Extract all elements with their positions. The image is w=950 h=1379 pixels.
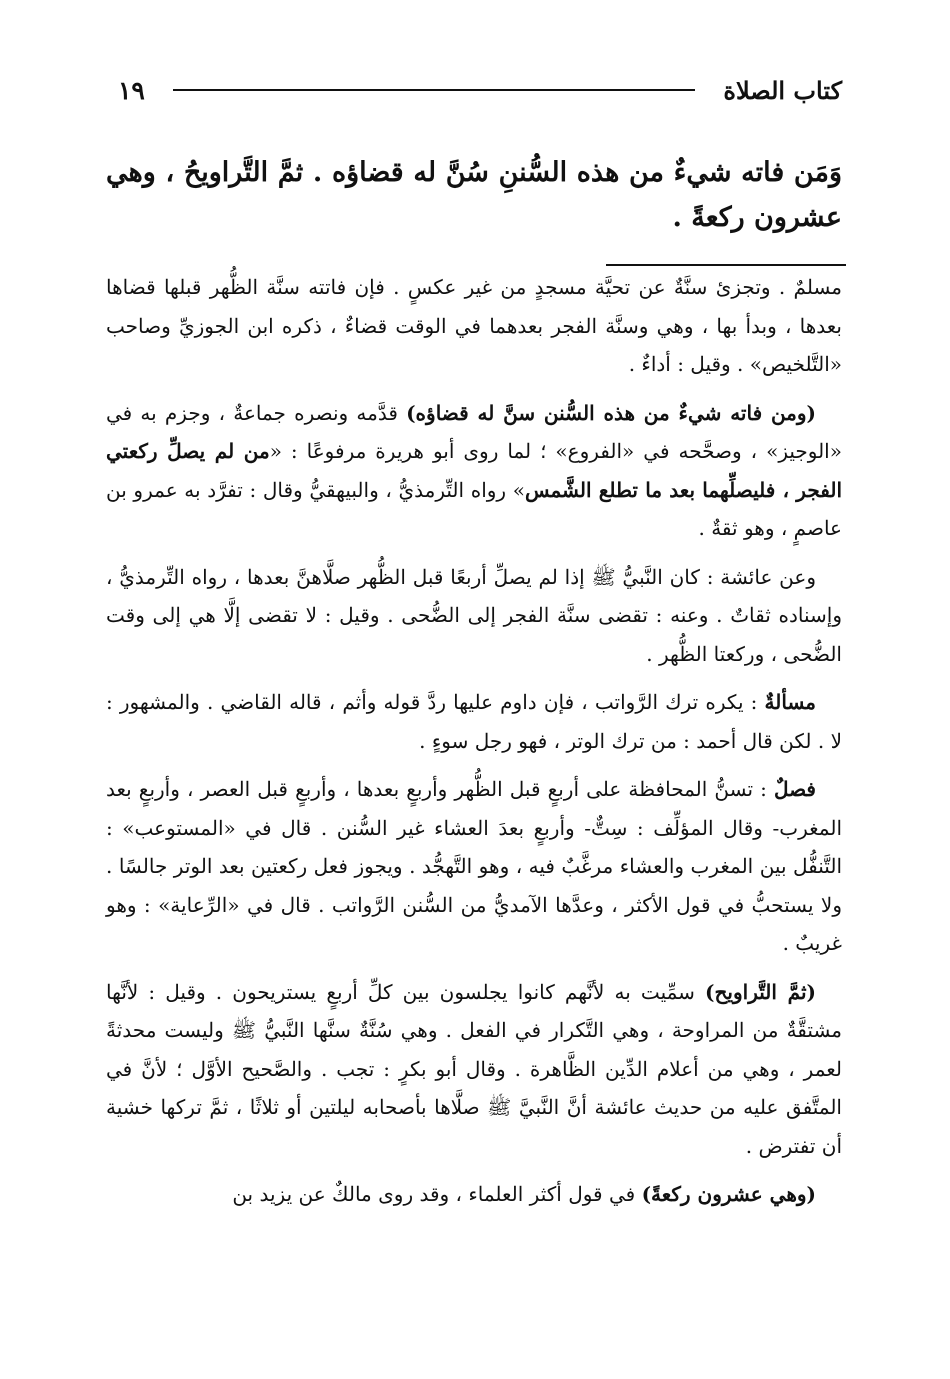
commentary [106,268,842,1224]
paragraph-text: في قول أكثر العلماء ، وقد روى مالكٌ عن يزيد بن [232,1182,642,1206]
paragraph-text: مسلمٌ . وتجزئ سنَّةٌ عن تحيَّة مسجدٍ من غير عكسٍ . فإن فاتته سنَّة الظُّهر قبلها قضاها بعدها ، وبدأ بها ، وهي وسنَّة الفجر بعدهما في الوقت قضاءٌ ، ذكره ابن الجوزيِّ وصاحب «التَّلخيص» . وقيل : أداءٌ . [106,275,842,376]
hadith-quote: من لم يصلِّ ركعتي الفجر ، فليصلِّهما بعد ما تطلع الشَّمس [106,439,842,502]
paragraph-text: سمِّيت به لأنَّهم كانوا يجلسون بين كلِّ أربعٍ يستريحون . وقيل : لأنَّها مشتقَّةٌ من المراوحة ، وهي التَّكرار في الفعل . وهي سُنَّةٌ سنَّها النَّبيُّ ﷺ وليست محدثةً لعمر ، وهي من أعلام الدِّين الظَّاهرة . وقال أبو بكرٍ : تجب . والصَّحيح الأوَّل ؛ لأنَّ في المتَّفق عليه من حديث عائشة أنَّ النَّبيَّ ﷺ صلَّاها بأصحابه ليلتين أو ثلاثًا ، ثمَّ تركها خشية أن تفترض . [106,979,842,1158]
matn-quote: (وهي عشرون ركعةً) [641,1182,816,1206]
running-title: كتاب الصلاة [723,75,842,105]
issue-label: مسألةٌ [764,690,816,714]
matn-quote: (ثمَّ التَّراويح) [705,979,816,1004]
matn-text: وَمَن فاته شيءٌ من هذه السُّننِ سُنَّ له قضاؤه . ثمَّ التَّراويحُ ، وهي عشرون ركعةً . [106,157,842,233]
paragraph-text: » رواه التِّرمذيُّ ، والبيهقيُّ وقال : تفرَّد به عمرو بن عاصمٍ ، وهو ثقةٌ . [106,477,842,540]
matn-quote: (ومن فاته شيءٌ من هذه السُّنن سنَّ له قضاؤه) [406,400,816,425]
paragraph [106,268,842,384]
paragraph [106,394,842,548]
paragraph [106,558,842,674]
page-number: ١٩ [118,75,145,105]
paragraph-text: قدَّمه ونصره جماعةٌ ، وجزم به في «الوجيز» ، وصحَّحه في «الفروع» ؛ لما روى أبو هريرة مرفوعًا : « [106,400,842,463]
paragraph [106,683,842,760]
paragraph-text: وعن عائشة : كان النَّبيُّ ﷺ إذا لم يصلِّ أربعًا قبل الظُّهر صلَّاهنَّ بعدها ، رواه التِّرمذيُّ ، وإسناده ثقاتٌ . وعنه : تقضى سنَّة الفجر إلى الضُّحى . وقيل : لا تقضى إلَّا هي إلى وقت الضُّحى ، وركعتا الظُّهر . [106,564,842,666]
paragraph [106,973,842,1166]
paragraph-text: : يكره ترك الرَّواتب ، فإن داوم عليها ردَّ قوله وأثم ، قاله القاضي . والمشهور : لا . لكن قال أحمد : من ترك الوتر ، فهو رجل سوءٍ . [106,690,842,753]
page-header [118,68,842,112]
paragraph-text: : تسنُّ المحافظة على أربعٍ قبل الظُّهر وأربعٍ بعدها ، وأربعٍ قبل العصر ، وأربعٍ بعد المغرب- وقال المؤلِّف : سِتٌّ- وأربعٍ بعدَ العشاء غير السُّنن . قال في «المستوعب» : التَّنفُّل بين المغرب والعشاء مرغَّبٌ فيه ، وهو التَّهجُّد . ويجوز فعل ركعتين بعد الوتر جالسًا . ولا يستحبُّ في قول الأكثر ، وعدَّها الآمديُّ من السُّنن الرَّواتب . قال في «الرِّعاية» : وهو غريبٌ . [106,777,842,955]
paragraph [106,1175,842,1214]
header-rule [173,89,696,91]
paragraph [106,770,842,963]
section-label: فصلٌ [773,777,816,801]
matn-divider [606,264,846,266]
